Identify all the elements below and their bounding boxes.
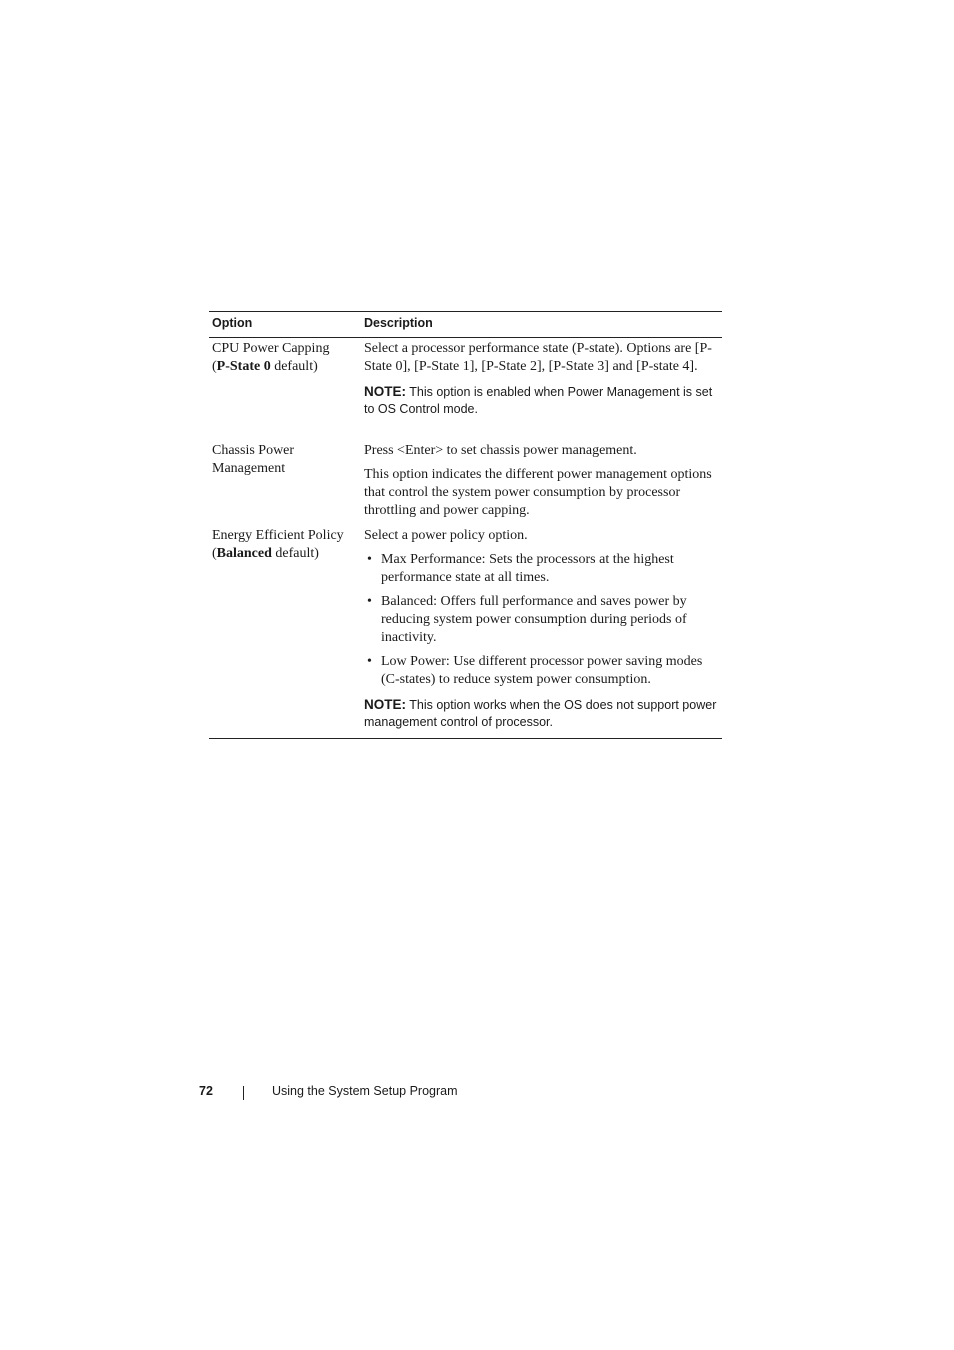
description-cell [364, 340, 722, 442]
header-option: Option [212, 316, 253, 330]
note-label: NOTE: [364, 697, 406, 712]
list-item-text: Max Performance: Sets the processors at the highest performance state at all times. [381, 552, 674, 585]
bullet-list [364, 551, 718, 689]
note-label: NOTE: [364, 384, 406, 399]
option-name: CPU Power Capping [212, 341, 330, 356]
options-table [209, 311, 722, 739]
note-text: This option is enabled when Power Management is set to OS Control mode. [364, 385, 713, 416]
option-default-prefix: ( [212, 546, 217, 561]
description-text: Select a power policy option. [364, 528, 528, 543]
bullet: • [367, 552, 372, 567]
option-default-value: Balanced [216, 546, 272, 561]
note-text: This option works when the OS does not support power management control of processor. [364, 698, 717, 729]
option-default-suffix: default) [270, 359, 318, 374]
list-item [364, 593, 718, 647]
option-name: Chassis Power Management [212, 443, 295, 476]
table-row [209, 527, 722, 738]
option-cell [209, 527, 364, 731]
table-header [209, 312, 722, 338]
table-row [209, 338, 722, 442]
option-default-prefix: ( [212, 359, 217, 374]
footer-separator [243, 1086, 244, 1100]
option-cell [209, 442, 364, 527]
note [364, 383, 718, 418]
list-item-text: Balanced: Offers full performance and saves power by reducing system power consumption during periods of inactivity. [381, 594, 687, 645]
list-item [364, 551, 718, 587]
description-cell [364, 442, 722, 527]
list-item-text: Low Power: Use different processor power saving modes (C-states) to reduce system power consumption. [381, 654, 703, 687]
bullet: • [367, 654, 372, 669]
description-cell [364, 527, 722, 731]
description-text: This option indicates the different power management options that control the system power consumption by processor throttling and power capping. [364, 467, 712, 518]
note [364, 696, 718, 731]
option-default-value: P-State 0 [216, 359, 271, 374]
page-number: 72 [199, 1084, 213, 1098]
description-text: Press <Enter> to set chassis power management. [364, 443, 637, 458]
option-cell [209, 340, 364, 442]
bullet: • [367, 594, 372, 609]
footer-title: Using the System Setup Program [272, 1084, 458, 1098]
description-text: Select a processor performance state (P-state). Options are [P-State 0], [P-State 1], [P-State 2], [P-State 3] and [P-state 4]. [364, 341, 712, 374]
list-item [364, 653, 718, 689]
table-row [209, 442, 722, 527]
option-name: Energy Efficient Policy [212, 528, 344, 543]
option-default-suffix: default) [271, 546, 319, 561]
header-description: Description [364, 316, 433, 330]
